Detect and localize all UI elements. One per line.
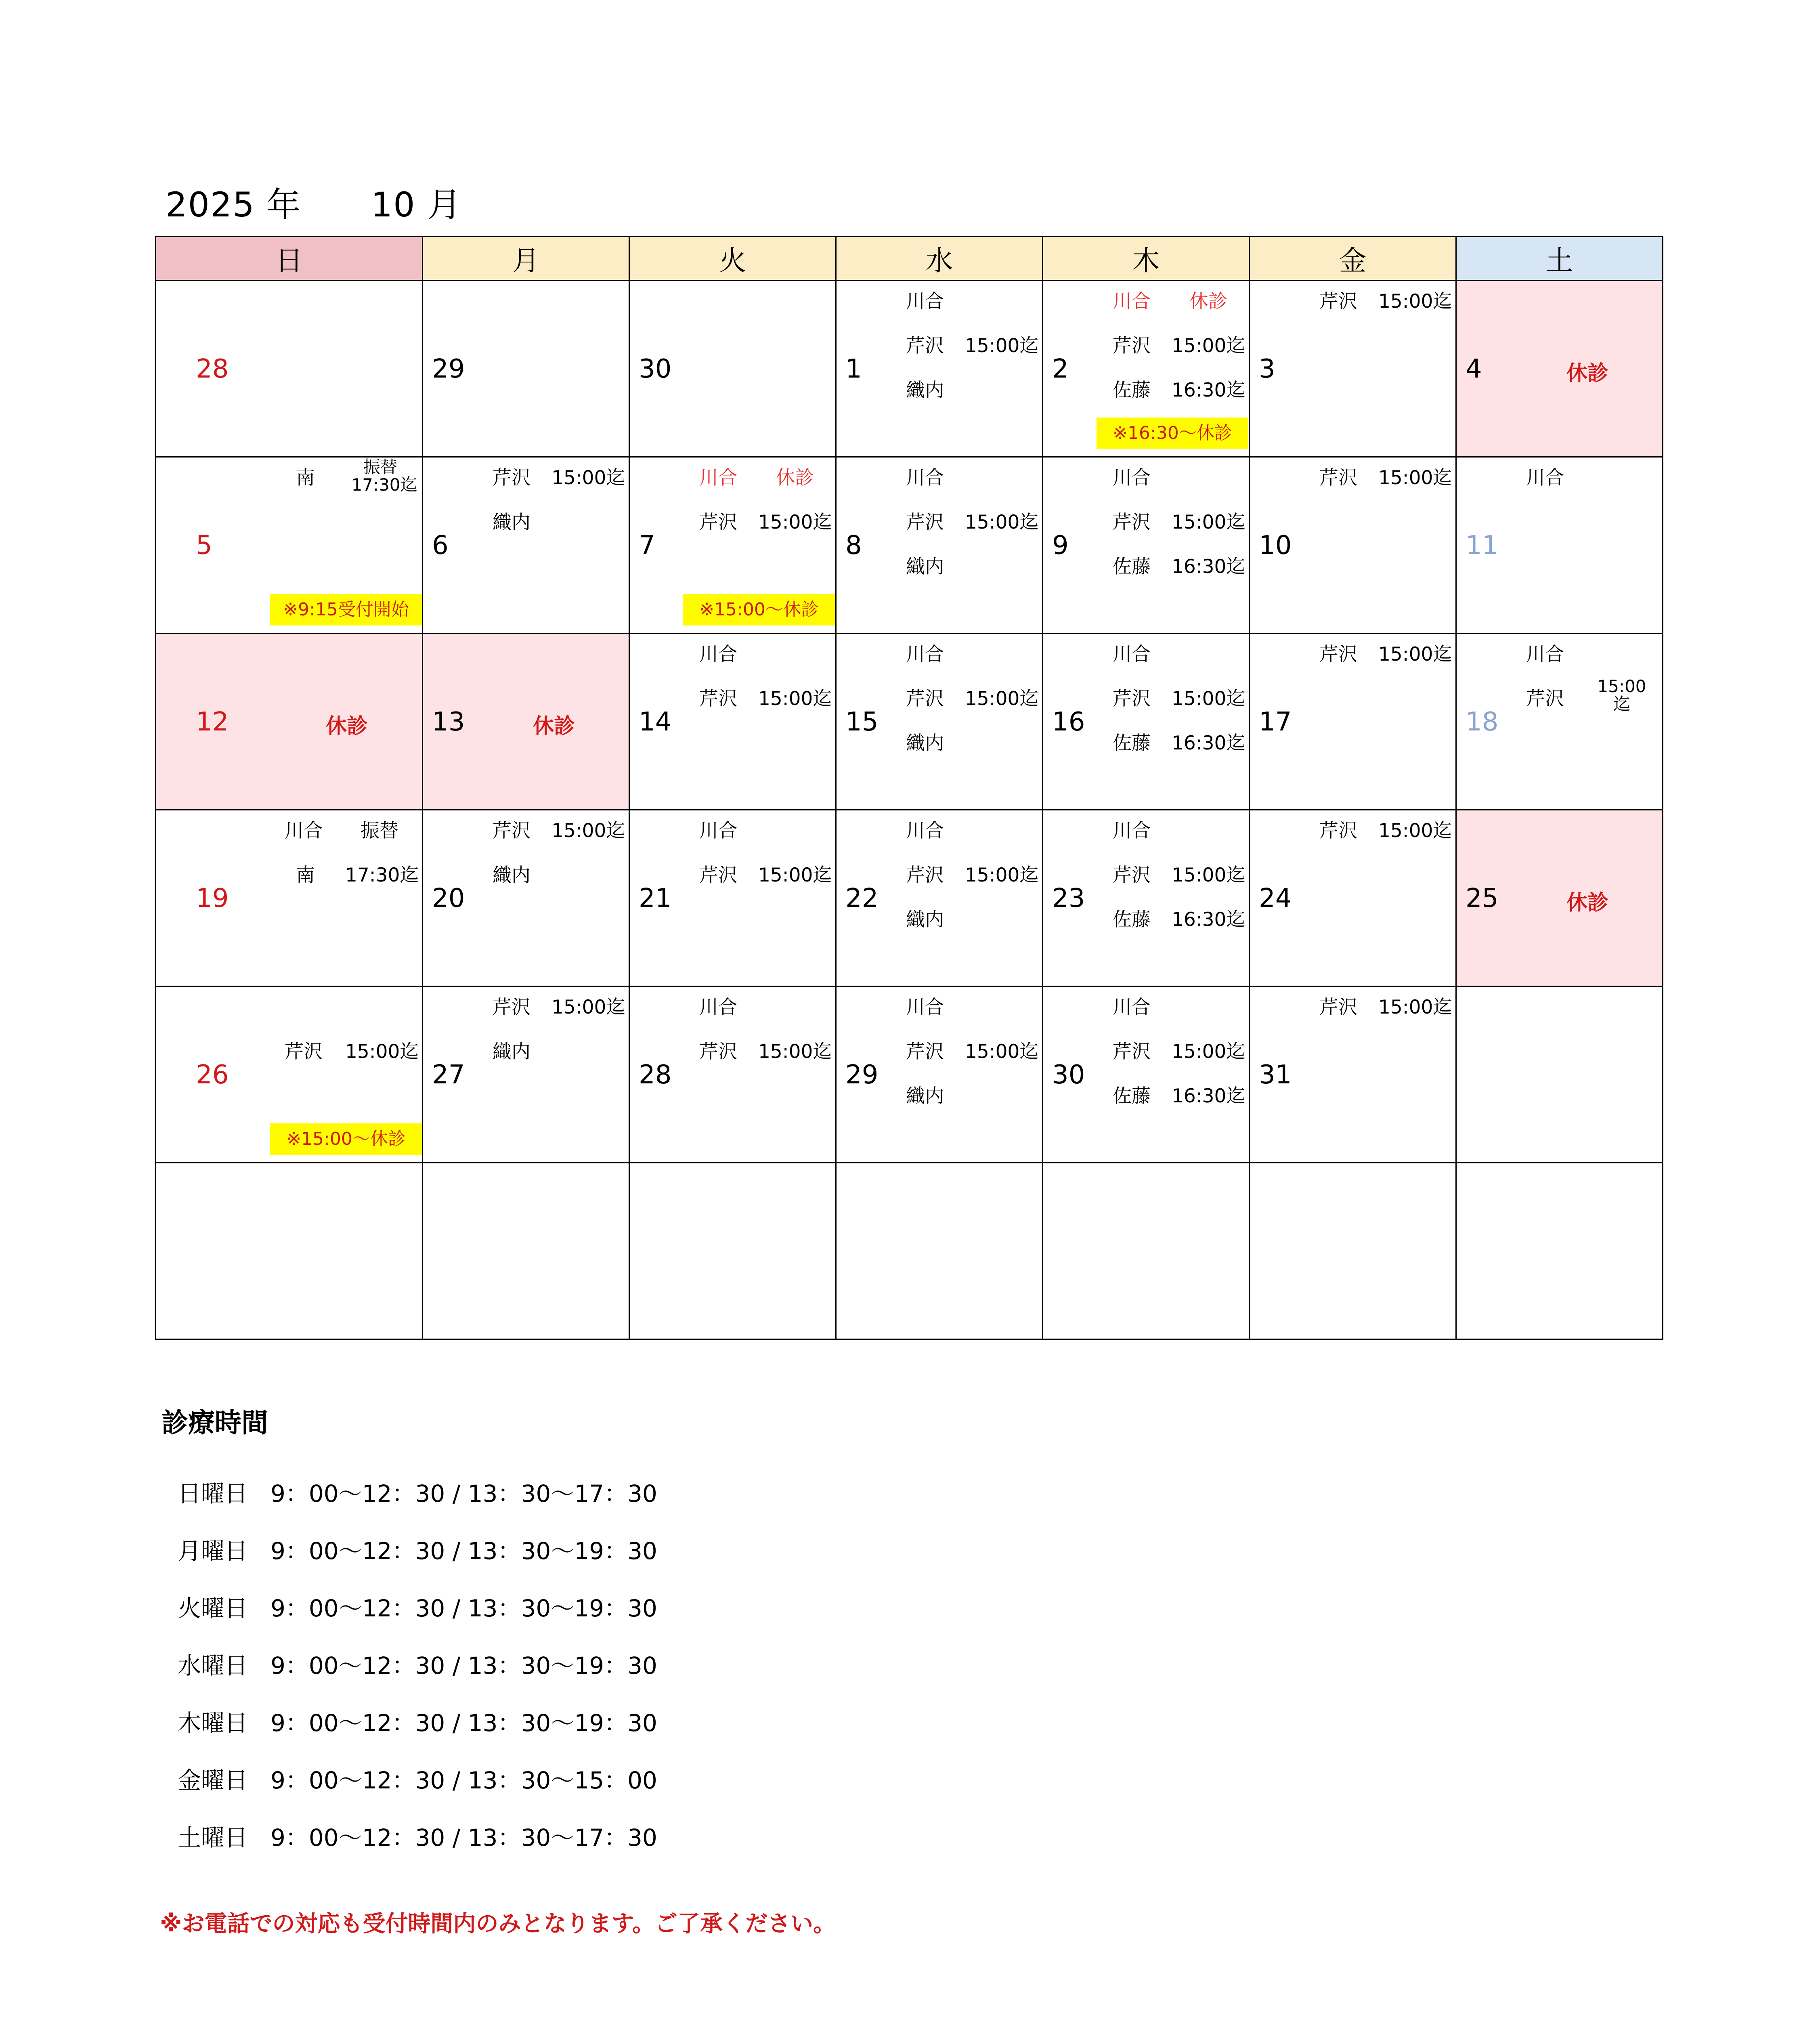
doctor-name: 芹沢 [906,335,944,357]
doctor-hours: 15:00迄 [1172,335,1245,357]
day-cell-19 [156,810,423,986]
day-cell-13 [423,634,629,810]
doctor-name: 川合 [699,996,737,1018]
doctor-name: 川合 [1113,290,1151,313]
day-number: 1 [845,354,862,384]
doctor-hours: 15:00迄 [965,864,1039,886]
closed-label: 休診 [326,714,368,739]
day-cell-24 [1250,810,1456,986]
day-cell-11 [1456,457,1663,634]
day-cell-18 [1456,634,1663,810]
doctor-name: 芹沢 [906,1041,944,1063]
doctor-name: 芹沢 [285,1041,323,1063]
doctor-name: 織内 [906,1085,944,1107]
doctor-hours: 15:00迄 [1378,290,1452,313]
doctor-hours: 16:30迄 [1172,556,1245,578]
closed-label: 休診 [776,467,814,489]
day-number: 27 [432,1060,465,1090]
doctor-name: 芹沢 [1113,511,1151,533]
doctor-name: 芹沢 [1113,688,1151,710]
month-unit: 月 [427,185,462,225]
day-cell-1 [836,281,1043,457]
day-cell-25 [1456,810,1663,986]
doctor-hours: 15:00迄 [1378,643,1452,665]
weekday-thu: 木 [1043,237,1250,281]
doctor-name: 川合 [285,820,323,842]
hours-time: 9：00～12：30 / 13：30～19：30 [270,1652,657,1679]
doctor-name: 佐藤 [1113,379,1151,401]
hours-title: 診療時間 [161,1407,268,1438]
day-number: 21 [639,884,672,913]
day-number: 18 [1466,707,1499,737]
day-cell-9 [1043,457,1250,634]
week-row [156,281,1663,457]
day-number: 25 [1466,884,1499,913]
doctor-hours-suffix: 迄 [1613,694,1630,714]
doctor-name: 芹沢 [1113,335,1151,357]
week-row [156,810,1663,986]
day-number: 17 [1259,707,1292,737]
day-number: 9 [1052,531,1069,560]
calendar-table [155,236,1663,1340]
doctor-name: 織内 [906,909,944,931]
doctor-hours: 15:00迄 [551,467,625,489]
day-number: 23 [1052,884,1085,913]
doctor-hours: 15:00 [1597,676,1646,696]
day-number: 31 [1259,1060,1292,1090]
day-cell-27 [423,986,629,1163]
doctor-name: 川合 [906,996,944,1018]
day-cell-empty [629,1163,836,1339]
hours-row [178,1761,657,1795]
day-cell-20 [423,810,629,986]
doctor-name: 川合 [1113,996,1151,1018]
day-cell-empty [1456,986,1663,1163]
day-cell-26 [156,986,423,1163]
day-number: 26 [196,1060,229,1090]
doctor-hours: 15:00迄 [551,996,625,1018]
hours-time: 9：00～12：30 / 13：30～15：00 [270,1767,657,1794]
doctor-hours: 16:30迄 [1172,1085,1245,1107]
hours-row [178,1819,657,1853]
phone-notice: ※お電話での対応も受付時間内のみとなります。ご了承ください。 [160,1911,836,1937]
doctor-name: 川合 [699,467,737,489]
week-row [156,986,1663,1163]
day-cell-7 [629,457,836,634]
day-number: 30 [639,354,672,384]
doctor-name: 川合 [906,820,944,842]
doctor-name: 織内 [906,379,944,401]
day-number: 16 [1052,707,1085,737]
doctor-name: 芹沢 [1319,290,1357,313]
hours-row [178,1704,657,1738]
doctor-name: 川合 [1113,820,1151,842]
transfer-label: 振替 [361,820,398,842]
doctor-name: 芹沢 [1319,643,1357,665]
day-number: 11 [1466,531,1499,560]
doctor-hours: 15:00迄 [345,1041,419,1063]
hours-time: 9：00～12：30 / 13：30～17：30 [270,1480,657,1507]
hours-day: 水曜日 [178,1652,248,1679]
doctor-name: 川合 [699,643,737,665]
day-cell-29b [836,986,1043,1163]
doctor-hours: 15:00迄 [758,1041,832,1063]
day-cell-14 [629,634,836,810]
week-row [156,457,1663,634]
day-cell-30 [629,281,836,457]
doctor-name: 芹沢 [493,820,530,842]
day-cell-empty [836,1163,1043,1339]
hours-time: 9：00～12：30 / 13：30～17：30 [270,1824,657,1851]
doctor-name: 川合 [906,290,944,313]
hours-row [178,1647,657,1681]
day-number: 14 [639,707,672,737]
hours-row [178,1532,657,1566]
closed-label: 休診 [533,714,575,739]
doctor-name: 川合 [906,643,944,665]
doctor-name: 川合 [1526,643,1564,665]
doctor-hours: 15:00迄 [758,511,832,533]
doctor-name: 芹沢 [493,996,530,1018]
month: 10 [371,185,416,225]
doctor-hours: 15:00迄 [1172,864,1245,886]
day-cell-10 [1250,457,1456,634]
day-cell-30b [1043,986,1250,1163]
day-number: 19 [196,884,229,913]
doctor-hours: 16:30迄 [1172,909,1245,931]
hours-time: 9：00～12：30 / 13：30～19：30 [270,1537,657,1565]
notice-badge: ※15:00～休診 [270,1123,422,1155]
day-number: 7 [639,531,655,560]
doctor-hours: 17:30迄 [351,475,417,495]
closed-label: 休診 [1566,361,1609,386]
day-number: 30 [1052,1060,1085,1090]
doctor-name: 織内 [493,511,530,533]
doctor-name: 織内 [493,864,530,886]
doctor-name: 織内 [906,556,944,578]
doctor-hours: 15:00迄 [1378,996,1452,1018]
hours-row [178,1589,657,1623]
hours-day: 木曜日 [178,1709,248,1737]
doctor-hours: 15:00迄 [1172,688,1245,710]
day-number: 28 [196,354,229,384]
doctor-hours: 15:00迄 [758,688,832,710]
day-cell-28 [156,281,423,457]
notice-badge: ※15:00～休診 [683,594,835,625]
day-cell-empty [423,1163,629,1339]
closed-label: 休診 [1189,290,1227,313]
day-cell-5 [156,457,423,634]
doctor-name: 織内 [906,732,944,754]
year: 2025 [166,185,255,225]
doctor-name: 川合 [1113,643,1151,665]
hours-time: 9：00～12：30 / 13：30～19：30 [270,1595,657,1622]
day-cell-6 [423,457,629,634]
doctor-hours: 15:00迄 [758,864,832,886]
day-cell-12 [156,634,423,810]
day-cell-empty [1456,1163,1663,1339]
doctor-name: 芹沢 [699,511,737,533]
notice-badge: ※16:30～休診 [1097,418,1248,449]
doctor-name: 川合 [906,467,944,489]
weekday-wed: 水 [836,237,1043,281]
doctor-name: 芹沢 [1113,1041,1151,1063]
doctor-hours: 15:00迄 [1172,511,1245,533]
doctor-hours: 16:30迄 [1172,732,1245,754]
hours-day: 日曜日 [178,1480,248,1507]
day-number: 20 [432,884,465,913]
weekday-sun: 日 [156,237,423,281]
week-row-empty [156,1163,1663,1339]
day-cell-28b [629,986,836,1163]
weekday-fri: 金 [1250,237,1456,281]
doctor-name: 芹沢 [906,511,944,533]
doctor-name: 佐藤 [1113,1085,1151,1107]
day-number: 28 [639,1060,672,1090]
year-unit: 年 [266,185,302,225]
doctor-hours: 15:00迄 [965,688,1039,710]
weekday-tue: 火 [629,237,836,281]
calendar-title [166,178,462,227]
hours-day: 土曜日 [178,1824,248,1851]
doctor-name: 南 [296,467,315,489]
doctor-hours: 16:30迄 [1172,379,1245,401]
doctor-name: 芹沢 [906,688,944,710]
doctor-hours: 15:00迄 [1378,467,1452,489]
doctor-name: 芹沢 [699,688,737,710]
day-cell-15 [836,634,1043,810]
day-number: 10 [1259,531,1292,560]
doctor-name: 南 [296,864,315,886]
doctor-hours: 17:30迄 [345,864,419,886]
doctor-name: 芹沢 [1319,467,1357,489]
day-number: 29 [432,354,465,384]
day-number: 2 [1052,354,1069,384]
hours-day: 金曜日 [178,1767,248,1794]
day-number: 22 [845,884,879,913]
transfer-label: 振替 [363,457,397,477]
day-number: 29 [845,1060,879,1090]
day-cell-2 [1043,281,1250,457]
doctor-name: 芹沢 [699,1041,737,1063]
day-cell-16 [1043,634,1250,810]
weekday-mon: 月 [423,237,629,281]
closed-label: 休診 [1566,891,1609,915]
doctor-name: 芹沢 [1319,820,1357,842]
day-cell-22 [836,810,1043,986]
day-number: 12 [196,707,229,737]
doctor-name: 佐藤 [1113,909,1151,931]
day-cell-23 [1043,810,1250,986]
day-cell-empty [156,1163,423,1339]
day-cell-29 [423,281,629,457]
day-number: 15 [845,707,879,737]
doctor-name: 川合 [699,820,737,842]
doctor-name: 川合 [1526,467,1564,489]
doctor-name: 芹沢 [906,864,944,886]
doctor-name: 芹沢 [1113,864,1151,886]
doctor-name: 芹沢 [1319,996,1357,1018]
day-number: 13 [432,707,465,737]
doctor-name: 芹沢 [493,467,530,489]
day-cell-8 [836,457,1043,634]
doctor-name: 芹沢 [699,864,737,886]
doctor-hours: 15:00迄 [965,335,1039,357]
day-cell-empty [1250,1163,1456,1339]
doctor-name: 佐藤 [1113,556,1151,578]
notice-badge: ※9:15受付開始 [270,594,422,625]
day-number: 3 [1259,354,1275,384]
hours-day: 火曜日 [178,1595,248,1622]
weekday-sat: 土 [1456,237,1663,281]
day-cell-21 [629,810,836,986]
day-number: 4 [1466,354,1482,384]
doctor-hours: 15:00迄 [965,1041,1039,1063]
hours-day: 月曜日 [178,1537,248,1565]
doctor-name: 佐藤 [1113,732,1151,754]
day-cell-17 [1250,634,1456,810]
day-number: 24 [1259,884,1292,913]
day-cell-4 [1456,281,1663,457]
weekday-header-row [156,237,1663,281]
day-cell-empty [1043,1163,1250,1339]
day-number: 8 [845,531,862,560]
week-row [156,634,1663,810]
doctor-name: 織内 [493,1041,530,1063]
hours-time: 9：00～12：30 / 13：30～19：30 [270,1709,657,1737]
day-number: 5 [196,531,212,560]
hours-row [178,1475,657,1509]
day-cell-3 [1250,281,1456,457]
doctor-name: 芹沢 [1526,688,1564,710]
doctor-hours: 15:00迄 [965,511,1039,533]
doctor-name: 川合 [1113,467,1151,489]
day-cell-31 [1250,986,1456,1163]
day-number: 6 [432,531,449,560]
doctor-hours: 15:00迄 [1172,1041,1245,1063]
doctor-hours: 15:00迄 [1378,820,1452,842]
doctor-hours: 15:00迄 [551,820,625,842]
